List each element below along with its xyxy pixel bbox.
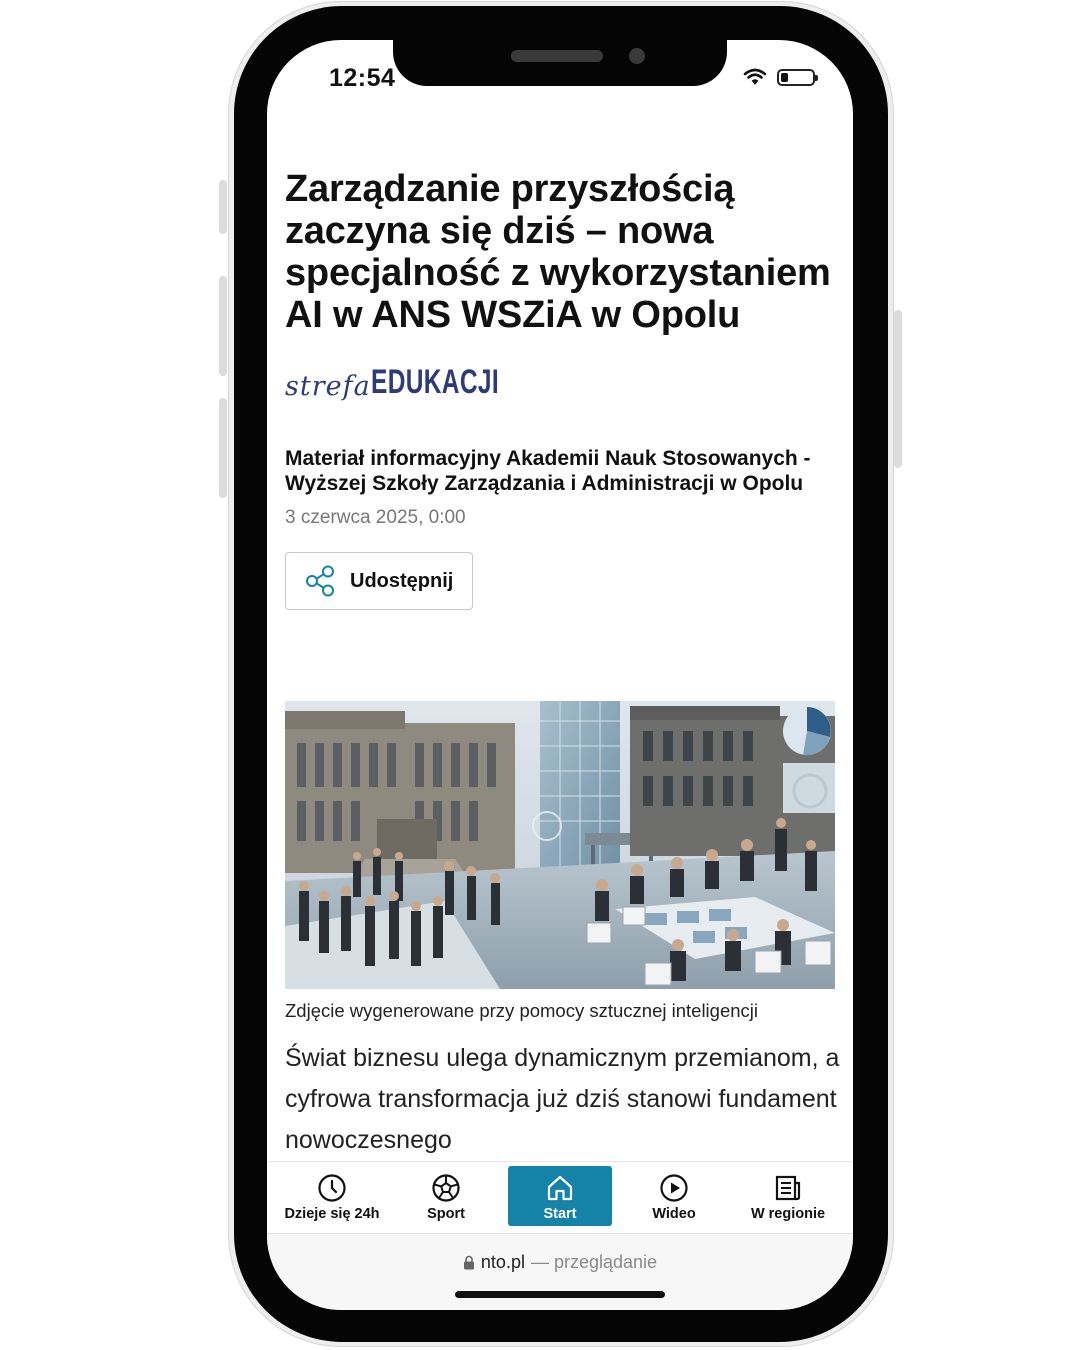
speaker [511,50,603,62]
share-button-label: Udostępnij [350,569,454,592]
tab-wideo[interactable] [622,1166,726,1226]
article-headline: Zarządzanie przyszłością zaczyna się dziś – nowa specjalność z wykorzystaniem AI w ANS WSZiA w Opolu [285,168,831,336]
browser-url-bar[interactable] [267,1233,853,1310]
brand-part-edukacji: EDUKACJI [370,363,499,401]
share-button[interactable] [285,552,473,610]
bottom-tab-bar [267,1161,853,1233]
battery-icon [777,69,815,86]
tab-label: Dzieje się 24h [284,1206,380,1222]
notch [393,40,727,86]
front-camera [629,48,645,64]
tab-dzieje-sie-24h[interactable] [280,1166,384,1226]
share-icon [304,565,336,597]
home-icon [545,1173,575,1203]
strefa-edukacji-logo[interactable] [285,362,835,402]
tab-label: Sport [427,1206,465,1222]
url-row [267,1252,853,1273]
wifi-icon [743,68,767,86]
tab-label: W regionie [750,1206,826,1222]
status-icons [743,68,815,86]
article-byline: Materiał informacyjny Akademii Nauk Stosowanych - Wyższej Szkoły Zarządzania i Administracji w Opolu [285,447,811,495]
tab-start[interactable] [508,1166,612,1226]
phone-screen [267,40,853,1310]
ai-business-illustration [285,701,835,989]
brand-part-strefa: strefa [285,371,371,402]
volume-down-button [219,398,227,498]
article-body-preview: Świat biznesu ulega dynamicznym przemianom, a cyfrowa transformacja już dziś stanowi fundament nowoczesnego [285,1044,840,1154]
clock-icon [317,1173,347,1203]
tab-sport[interactable] [394,1166,498,1226]
volume-up-button [219,276,227,376]
tab-label: Wideo [652,1206,696,1222]
newspaper-icon [773,1173,803,1203]
soccer-ball-icon [431,1173,461,1203]
article-hero-image[interactable] [285,701,835,989]
article-date: 3 czerwca 2025, 0:00 [285,507,466,528]
tab-w-regionie[interactable] [736,1166,840,1226]
status-time: 12:54 [329,64,396,92]
url-suffix: — przeglądanie [530,1252,658,1272]
play-icon [659,1173,689,1203]
article-header [285,168,835,610]
mute-switch [219,180,227,234]
home-indicator[interactable] [455,1291,665,1298]
tab-label: Start [543,1206,577,1222]
image-caption: Zdjęcie wygenerowane przy pomocy sztucznej inteligencji [285,1000,759,1021]
lock-icon [463,1255,475,1270]
url-domain: nto.pl [480,1252,525,1272]
power-button [894,310,902,468]
